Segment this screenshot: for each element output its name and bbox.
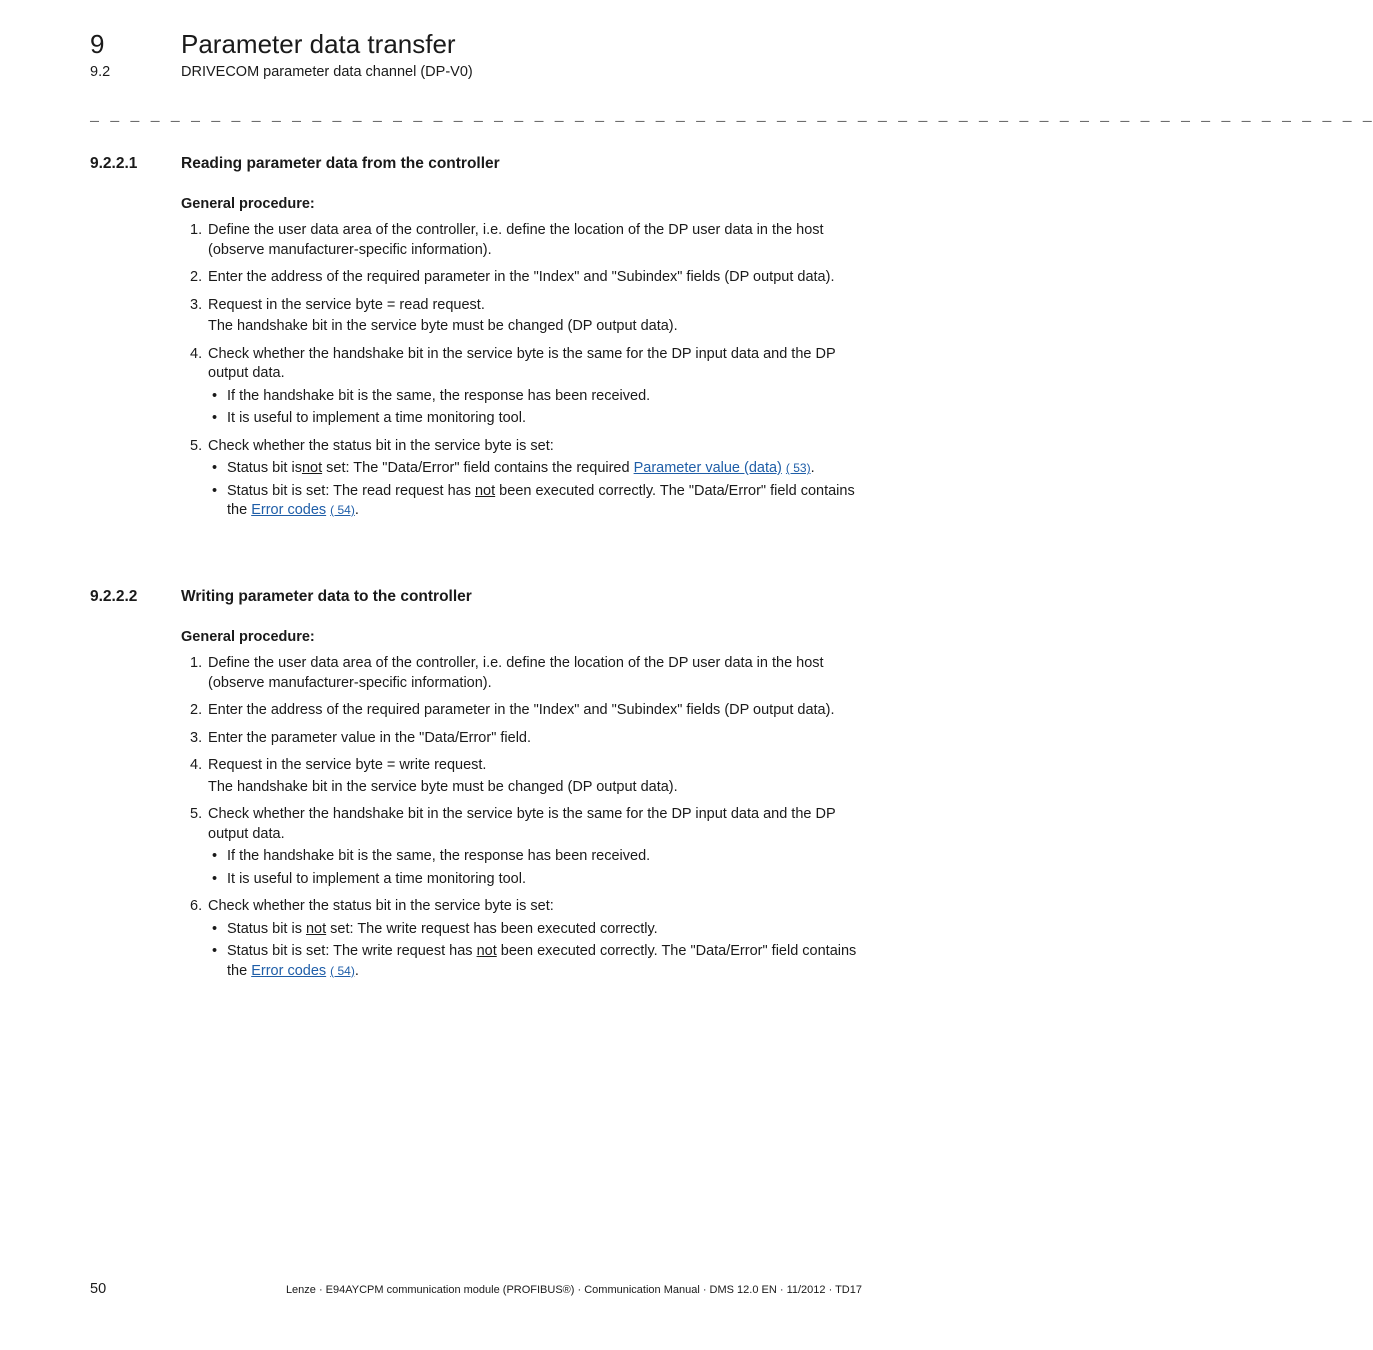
reading-section-title: Reading parameter data from the controller bbox=[181, 155, 500, 172]
bullet-text: set: The "Data/Error" field contains the required bbox=[322, 460, 634, 476]
emphasis-not: not bbox=[474, 482, 496, 499]
bullet-text: Status bit is bbox=[227, 460, 302, 476]
list-item bbox=[181, 437, 871, 521]
parameter-value-link[interactable]: Parameter value (data) bbox=[633, 460, 782, 476]
step-number: 6. bbox=[190, 898, 203, 914]
bullet-text: . bbox=[354, 962, 359, 979]
step-text: Define the user data area of the controller, i.e. define the location of the DP user data in the host (observe manufacturer-specific information). bbox=[208, 222, 824, 258]
bullet-text: Status bit is set: The write request has bbox=[227, 943, 477, 959]
bullet-text: Status bit is bbox=[227, 920, 306, 937]
section-title: DRIVECOM parameter data channel (DP-V0) bbox=[181, 64, 473, 80]
writing-section-title: Writing parameter data to the controller bbox=[181, 588, 472, 605]
header-rule: _ _ _ _ _ _ _ _ _ _ _ _ _ _ _ _ _ _ _ _ _ _ _ _ _ _ _ _ _ _ _ _ _ _ _ _ _ _ _ _ _ _ _ _ _ _ _ _ _ _ _ _ _ _ _ _ _ _ _ _ _ _ _ _ bbox=[90, 108, 1373, 125]
step-continuation: The handshake bit in the service byte must be changed (DP output data). bbox=[208, 318, 678, 334]
bullet-text: been executed correctly. The "Data/Error" field contains the bbox=[227, 482, 855, 518]
step-number: 3. bbox=[190, 729, 203, 746]
step-number: 2. bbox=[190, 269, 203, 285]
step-number: 1. bbox=[190, 222, 203, 238]
bullet-item bbox=[208, 387, 871, 407]
list-item bbox=[181, 805, 871, 889]
bullet-text: Status bit is set: The read request has bbox=[227, 482, 475, 499]
bullet-item bbox=[208, 459, 871, 479]
emphasis-not: not bbox=[305, 920, 327, 937]
emphasis-not: not bbox=[301, 460, 323, 476]
bullet-item bbox=[208, 942, 871, 981]
bullet-icon: • bbox=[212, 943, 218, 959]
step-text: Define the user data area of the controller, i.e. define the location of the DP user data in the host (observe manufacturer-specific information). bbox=[208, 655, 824, 691]
bullet-text: If the handshake bit is the same, the response has been received. bbox=[227, 848, 651, 864]
bullet-text: . bbox=[354, 502, 359, 518]
bullet-item bbox=[208, 870, 871, 890]
page-number: 50 bbox=[90, 1281, 107, 1297]
bullet-icon: • bbox=[212, 387, 218, 404]
step-text: Check whether the handshake bit in the service byte is the same for the DP input data and the DP output data. bbox=[208, 806, 836, 842]
bullet-text: It is useful to implement a time monitoring tool. bbox=[227, 870, 526, 887]
page-ref-link[interactable]: ( 54) bbox=[330, 963, 355, 978]
reading-steps-list bbox=[181, 221, 871, 529]
list-item bbox=[181, 701, 871, 721]
step-text: Check whether the handshake bit in the service byte is the same for the DP input data and the DP output data. bbox=[208, 345, 836, 381]
chapter-title: Parameter data transfer bbox=[181, 29, 456, 59]
bullet-text: . bbox=[810, 460, 815, 476]
step-number: 4. bbox=[190, 345, 203, 362]
bullet-item bbox=[208, 409, 871, 429]
bullet-icon: • bbox=[212, 870, 218, 887]
page-ref-link[interactable]: ( 54) bbox=[330, 503, 355, 517]
bullet-icon: • bbox=[212, 848, 218, 864]
page-ref-link[interactable]: ( 53) bbox=[785, 461, 811, 475]
list-item bbox=[181, 296, 871, 337]
bullet-text: If the handshake bit is the same, the response has been received. bbox=[227, 387, 651, 404]
step-text: Check whether the status bit in the service byte is set: bbox=[208, 898, 554, 914]
step-text: Request in the service byte = read request. bbox=[208, 296, 485, 313]
step-text: Request in the service byte = write request. bbox=[208, 757, 487, 773]
bullet-text: set: The write request has been executed correctly. bbox=[326, 920, 658, 937]
step-continuation: The handshake bit in the service byte must be changed (DP output data). bbox=[208, 778, 678, 795]
list-item bbox=[181, 221, 871, 260]
list-item bbox=[181, 897, 871, 981]
writing-steps-list bbox=[181, 654, 871, 989]
reading-procedure-label: General procedure: bbox=[181, 196, 315, 212]
list-item bbox=[181, 345, 871, 429]
step-text: Enter the parameter value in the "Data/Error" field. bbox=[208, 729, 532, 746]
reading-section-number: 9.2.2.1 bbox=[90, 155, 138, 172]
list-item bbox=[181, 729, 871, 749]
error-codes-link[interactable]: Error codes bbox=[251, 962, 327, 979]
chapter-number: 9 bbox=[90, 29, 105, 59]
step-number: 1. bbox=[190, 655, 203, 671]
bullet-icon: • bbox=[212, 460, 218, 476]
bullet-icon: • bbox=[212, 482, 218, 499]
bullet-item bbox=[208, 920, 871, 940]
step-text: Check whether the status bit in the service byte is set: bbox=[208, 437, 554, 454]
emphasis-not: not bbox=[476, 943, 497, 959]
writing-procedure-label: General procedure: bbox=[181, 629, 315, 645]
writing-section-number: 9.2.2.2 bbox=[90, 588, 138, 605]
bullet-icon: • bbox=[212, 410, 218, 426]
step-number: 4. bbox=[190, 757, 203, 773]
error-codes-link[interactable]: Error codes bbox=[251, 502, 327, 518]
step-text: Enter the address of the required parameter in the "Index" and "Subindex" fields (DP output data). bbox=[208, 269, 835, 285]
footer-text: Lenze · E94AYCPM communication module (PROFIBUS®) · Communication Manual · DMS 12.0 EN · 11/2012 · TD17 bbox=[285, 1284, 862, 1296]
list-item bbox=[181, 756, 871, 797]
section-number: 9.2 bbox=[90, 64, 111, 80]
bullet-text: It is useful to implement a time monitoring tool. bbox=[227, 410, 526, 426]
list-item bbox=[181, 268, 871, 288]
list-item bbox=[181, 654, 871, 693]
bullet-text: been executed correctly. The "Data/Error" field contains the bbox=[227, 943, 857, 979]
step-number: 5. bbox=[190, 437, 203, 454]
bullet-item bbox=[208, 482, 871, 521]
bullet-icon: • bbox=[212, 920, 218, 937]
step-number: 2. bbox=[190, 702, 203, 718]
step-text: Enter the address of the required parameter in the "Index" and "Subindex" fields (DP output data). bbox=[208, 702, 835, 718]
step-number: 3. bbox=[190, 296, 203, 313]
step-number: 5. bbox=[190, 806, 203, 822]
bullet-item bbox=[208, 847, 871, 867]
